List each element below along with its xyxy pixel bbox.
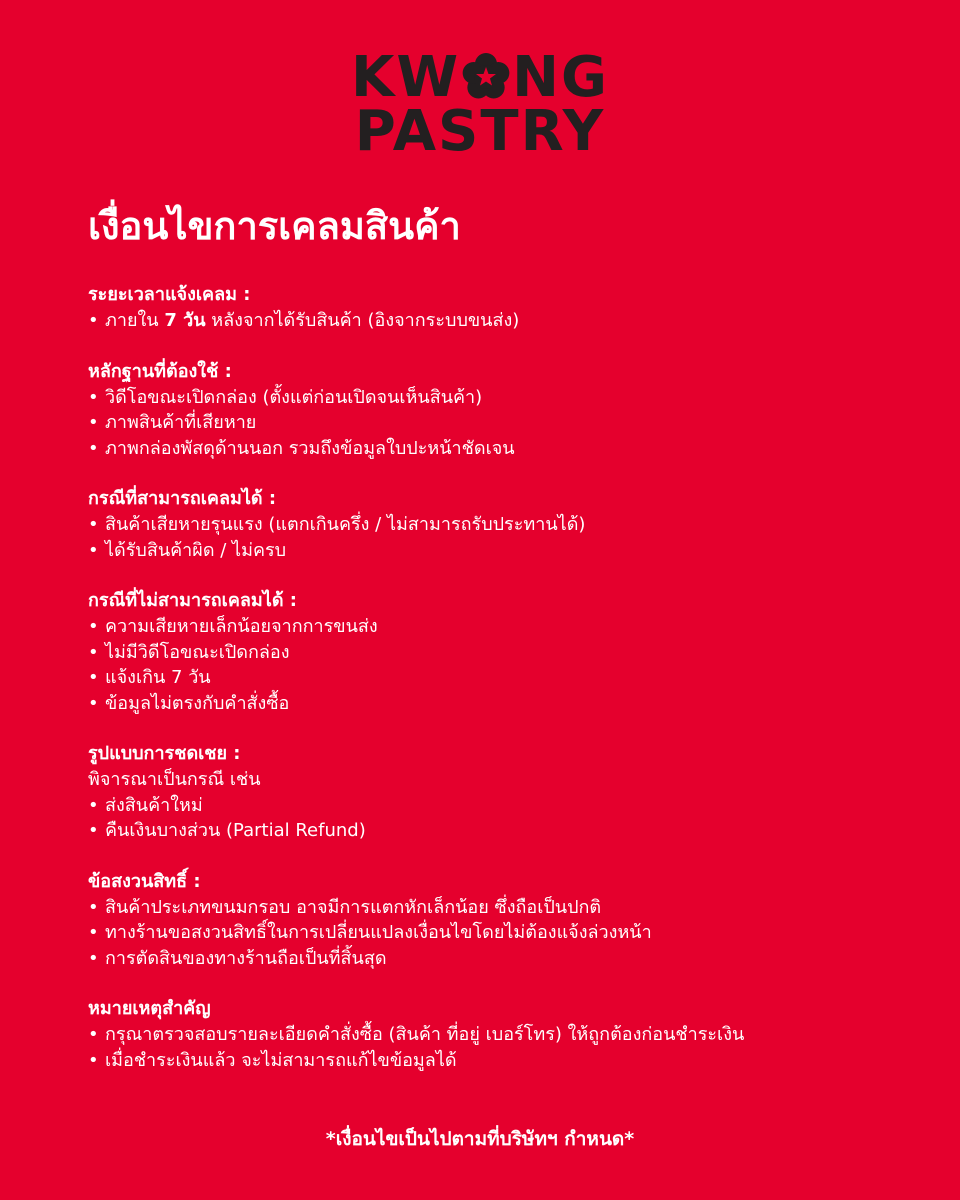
list-item	[88, 691, 928, 717]
bullet: •	[88, 922, 99, 943]
bullet: •	[88, 820, 99, 841]
list-item-text: แจ้งเกิน 7 วัน	[105, 667, 211, 688]
list-item-text: ทางร้านขอสงวนสิทธิ์ในการเปลี่ยนแปลงเงื่อนไขโดยไม่ต้องแจ้งล่วงหน้า	[105, 922, 652, 943]
logo-line-1	[0, 45, 960, 110]
bullet: •	[88, 310, 99, 331]
section-heading: ข้อสงวนสิทธิ์ :	[88, 870, 201, 892]
bullet: •	[88, 539, 99, 561]
bullet: •	[88, 616, 99, 637]
section-heading: หมายเหตุสำคัญ	[88, 998, 211, 1019]
flower-icon	[461, 52, 511, 102]
bullet: •	[88, 386, 99, 408]
list-item-text: ภาพสินค้าที่เสียหาย	[105, 412, 257, 433]
list-item	[88, 538, 928, 564]
period-suffix: หลังจากได้รับสินค้า (อิงจากระบบขนส่ง)	[205, 310, 520, 331]
page-title: เงื่อนไขการเคลมสินค้า	[88, 204, 461, 248]
bullet: •	[88, 1024, 99, 1045]
section-important-note	[88, 996, 928, 1073]
logo-text-kw: KW	[350, 45, 461, 110]
list-item	[88, 614, 928, 640]
logo-line-2: PASTRY	[354, 99, 606, 164]
section-heading: กรณีที่สามารถเคลมได้ :	[88, 488, 277, 509]
logo-text-ng: NG	[512, 45, 609, 110]
section-claimable	[88, 486, 928, 563]
list-item	[88, 1048, 928, 1074]
list-item	[88, 410, 928, 436]
section-evidence	[88, 359, 928, 462]
list-item-text: ไม่มีวิดีโอขณะเปิดกล่อง	[105, 641, 290, 663]
bullet: •	[88, 641, 99, 663]
terms-content	[88, 282, 928, 1098]
bullet: •	[88, 947, 99, 969]
list-item-text: ได้รับสินค้าผิด / ไม่ครบ	[105, 539, 287, 561]
list-item	[88, 436, 928, 462]
list-item	[88, 385, 928, 411]
section-reservation	[88, 869, 928, 972]
list-item-text: ส่งสินค้าใหม่	[105, 794, 203, 816]
list-item-text: สินค้าเสียหายรุนแรง (แตกเกินครึ่ง / ไม่สามารถรับประทานได้)	[105, 514, 586, 535]
list-item-text: กรุณาตรวจสอบรายละเอียดคำสั่งซื้อ (สินค้า ที่อยู่ เบอร์โทร) ให้ถูกต้องก่อนชำระเงิน	[105, 1024, 745, 1045]
bullet: •	[88, 412, 99, 433]
section-heading: ระยะเวลาแจ้งเคลม :	[88, 284, 251, 305]
bullet: •	[88, 514, 99, 535]
section-compensation	[88, 741, 928, 844]
list-item-text: ความเสียหายเล็กน้อยจากการขนส่ง	[105, 616, 378, 637]
bullet: •	[88, 1049, 99, 1071]
bullet: •	[88, 667, 99, 688]
bullet: •	[88, 437, 99, 459]
section-heading: หลักฐานที่ต้องใช้ :	[88, 360, 232, 382]
list-item	[88, 640, 928, 666]
list-item-text: เมื่อชำระเงินแล้ว จะไม่สามารถแก้ไขข้อมูลได้	[105, 1049, 457, 1071]
list-item-text: คืนเงินบางส่วน (Partial Refund)	[105, 820, 366, 841]
section-heading: รูปแบบการชดเชย :	[88, 743, 241, 764]
bullet: •	[88, 794, 99, 816]
footer-note: *เงื่อนไขเป็นไปตามที่บริษัทฯ กำหนด*	[325, 1128, 635, 1150]
list-item	[88, 818, 928, 844]
compensation-intro: พิจารณาเป็นกรณี เช่น	[88, 769, 261, 790]
list-item	[88, 920, 928, 946]
list-item	[88, 1022, 928, 1048]
section-claim-period	[88, 282, 928, 334]
period-prefix: ภายใน	[105, 310, 165, 331]
list-item	[88, 946, 928, 972]
period-days: 7 วัน	[164, 310, 206, 331]
list-item	[88, 793, 928, 819]
list-item-text: ภาพกล่องพัสดุด้านนอก รวมถึงข้อมูลใบปะหน้าชัดเจน	[105, 437, 515, 459]
list-item	[88, 895, 928, 921]
list-item-text: วิดีโอขณะเปิดกล่อง (ตั้งแต่ก่อนเปิดจนเห็นสินค้า)	[105, 386, 483, 408]
list-item	[88, 512, 928, 538]
list-item	[88, 308, 928, 334]
section-not-claimable	[88, 588, 928, 716]
list-item-text: การตัดสินของทางร้านถือเป็นที่สิ้นสุด	[105, 947, 387, 969]
brand-logo	[0, 45, 960, 164]
list-item-text: ข้อมูลไม่ตรงกับคำสั่งซื้อ	[105, 692, 290, 714]
section-heading: กรณีที่ไม่สามารถเคลมได้ :	[88, 590, 297, 611]
list-item	[88, 665, 928, 691]
bullet: •	[88, 692, 99, 714]
list-item-text: สินค้าประเภทขนมกรอบ อาจมีการแตกหักเล็กน้อย ซึ่งถือเป็นปกติ	[105, 896, 602, 918]
bullet: •	[88, 896, 99, 918]
